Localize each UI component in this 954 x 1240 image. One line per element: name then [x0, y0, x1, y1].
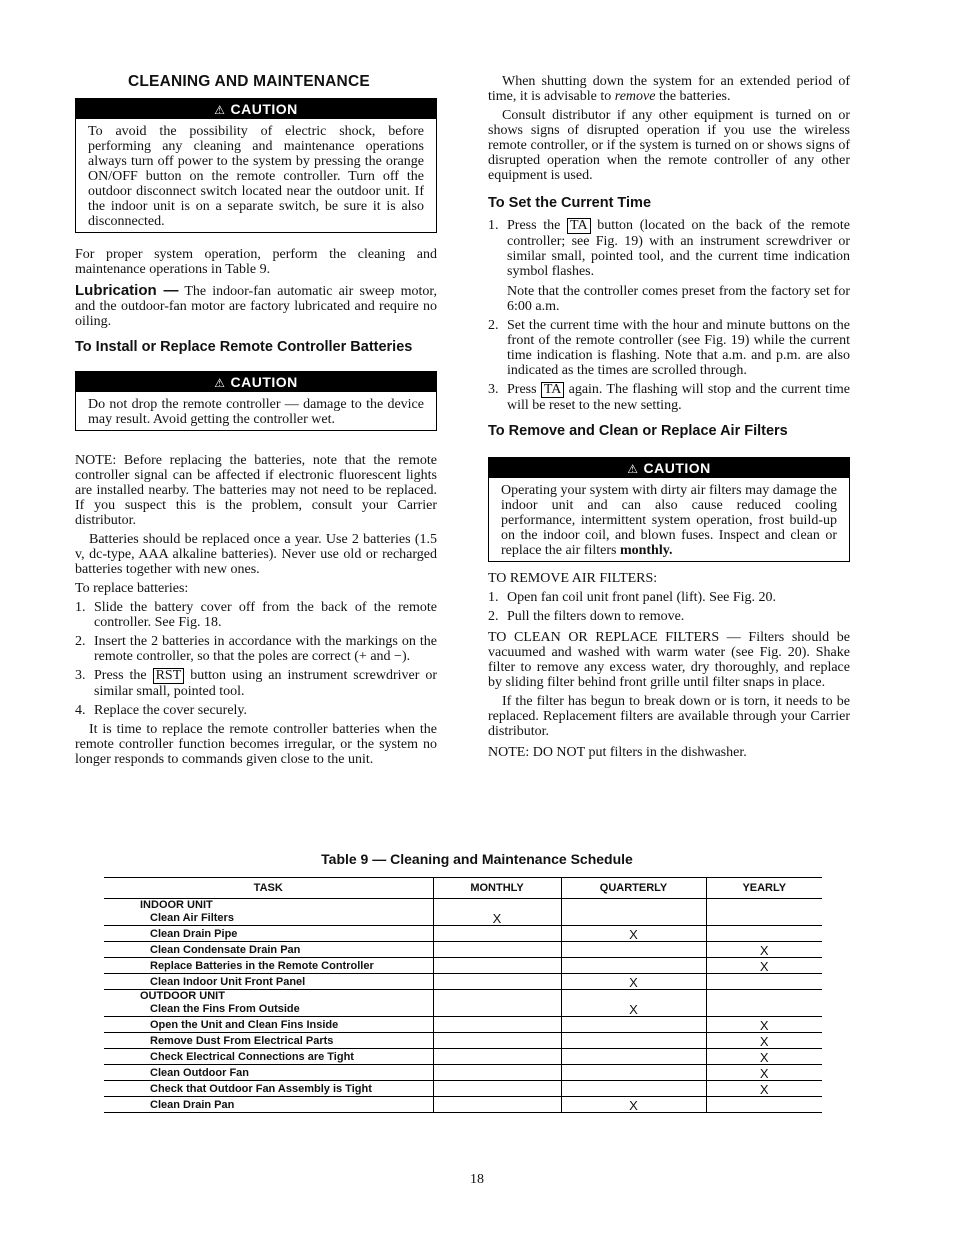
intro-paragraph: For proper system operation, perform the cleaning and maintenance operations in Table 9.: [75, 247, 437, 277]
quarterly-cell: [561, 1081, 706, 1097]
list-item: 1. Slide the battery cover off from the back of the remote controller. See Fig. 18.: [75, 600, 437, 630]
monthly-cell: [433, 974, 561, 990]
quarterly-cell: X: [561, 974, 706, 990]
caution-box-electric-shock: [75, 98, 437, 233]
table-row: [104, 974, 822, 990]
remove-filter-steps: [488, 590, 850, 624]
task-cell: [104, 1097, 433, 1113]
right-column: [488, 74, 850, 764]
table-row: [104, 1017, 822, 1033]
task-label: Clean the Fins From Outside: [150, 1003, 300, 1015]
table-header-row: [104, 878, 822, 899]
monthly-cell: [433, 1049, 561, 1065]
quarterly-cell: [561, 1017, 706, 1033]
list-item: 3. Press the RST button using an instrument screwdriver or similar small, pointed tool.: [75, 668, 437, 699]
monthly-cell: [433, 1065, 561, 1081]
yearly-cell: [706, 926, 822, 942]
section-heading: CLEANING AND MAINTENANCE: [128, 73, 370, 90]
batteries-heading: To Install or Replace Remote Controller Batteries: [75, 339, 413, 355]
yearly-cell: [706, 1097, 822, 1113]
list-item: 1. Press the TA button (located on the back of the remote controller; see Fig. 19) with an instrument screwdriver or similar small, pointed tool, and the current time indication symbol flashes. Note that the controller comes preset from the factory set for 6:00 a.m.: [488, 218, 850, 314]
quarterly-cell: [561, 958, 706, 974]
column-header-quarterly: QUARTERLY: [561, 878, 706, 899]
rst-button-label: RST: [153, 668, 185, 684]
warning-triangle-icon: ⚠: [214, 376, 226, 390]
monthly-cell: [433, 1081, 561, 1097]
lubrication-paragraph: [75, 283, 437, 329]
table-row: [104, 1065, 822, 1081]
torn-filter-paragraph: If the filter has begun to break down or is torn, it needs to be replaced. Replacement filters are available through your Carrier distributor.: [488, 694, 850, 739]
yearly-cell: [706, 974, 822, 990]
task-cell: [104, 1065, 433, 1081]
quarterly-cell: X: [561, 1097, 706, 1113]
list-item: 4. Replace the cover securely.: [75, 703, 248, 718]
task-cell: [104, 990, 433, 1017]
set-time-steps: [488, 218, 850, 413]
quarterly-cell: [561, 899, 706, 926]
table-row: [104, 1097, 822, 1113]
note-paragraph: NOTE: Before replacing the batteries, note that the remote controller signal can be affected if electronic fluorescent lights are installed nearby. The batteries may not need to be replaced. If you suspect this is the problem, consult your Carrier distributor.: [75, 453, 437, 528]
list-item: 2. Insert the 2 batteries in accordance with the markings on the remote controller, so that the poles are correct (+ and −).: [75, 634, 437, 664]
caution-bar: [489, 458, 849, 478]
to-replace-label: To replace batteries:: [75, 581, 189, 596]
task-label: Replace Batteries in the Remote Controller: [150, 960, 374, 972]
ta-button-label: TA: [541, 382, 565, 398]
yearly-cell: X: [706, 1033, 822, 1049]
caution-bar: [76, 99, 436, 119]
table-row: [104, 958, 822, 974]
quarterly-cell: [561, 1049, 706, 1065]
monthly-cell: [433, 926, 561, 942]
filters-heading: To Remove and Clean or Replace Air Filters: [488, 423, 788, 439]
yearly-cell: X: [706, 1049, 822, 1065]
yearly-cell: X: [706, 942, 822, 958]
task-cell: [104, 899, 433, 926]
task-label: Check Electrical Connections are Tight: [150, 1051, 354, 1063]
yearly-cell: X: [706, 958, 822, 974]
unit-group-label: OUTDOOR UNIT: [140, 990, 225, 1002]
table-row: [104, 899, 822, 926]
list-item: 3. Press TA again. The flashing will stop and the current time will be reset to the new setting.: [488, 382, 850, 413]
quarterly-cell: [561, 942, 706, 958]
monthly-cell: [433, 1097, 561, 1113]
unit-group-label: INDOOR UNIT: [140, 899, 213, 911]
task-label: Clean Drain Pipe: [150, 928, 238, 940]
quarterly-cell: [561, 1065, 706, 1081]
monthly-cell: [433, 990, 561, 1017]
battery-steps: [75, 600, 437, 718]
task-label: Clean Indoor Unit Front Panel: [150, 976, 306, 988]
closing-paragraph: It is time to replace the remote controller batteries when the remote controller function becomes irregular, or the system no longer responds to commands given close to the unit.: [75, 722, 437, 767]
column-header-yearly: YEARLY: [706, 878, 822, 899]
set-time-heading: To Set the Current Time: [488, 195, 652, 211]
task-label: Clean Air Filters: [150, 912, 234, 924]
task-cell: [104, 1081, 433, 1097]
task-cell: [104, 942, 433, 958]
task-cell: [104, 1033, 433, 1049]
caution-bar: [76, 372, 436, 392]
monthly-cell: [433, 958, 561, 974]
yearly-cell: X: [706, 1017, 822, 1033]
task-label: Clean Drain Pan: [150, 1099, 235, 1111]
yearly-cell: X: [706, 1081, 822, 1097]
yearly-cell: [706, 899, 822, 926]
task-cell: [104, 958, 433, 974]
task-label: Clean Condensate Drain Pan: [150, 944, 301, 956]
task-cell: [104, 974, 433, 990]
list-item: 2. Set the current time with the hour and minute buttons on the front of the remote controller (see Fig. 19) while the current time indication is flashing. Note that a.m. and p.m. are also indicated as the times are scrolled through.: [488, 318, 850, 378]
shutdown-paragraph: When shutting down the system for an extended period of time, it is advisable to remove the batteries.: [488, 74, 850, 104]
quarterly-cell: X: [561, 926, 706, 942]
clean-filters-paragraph: TO CLEAN OR REPLACE FILTERS — Filters should be vacuumed and washed with warm water (see Fig. 20). Shake filter to remove any excess water, dry thoroughly, and replace by sliding filter behind front grille until filter snaps in place.: [488, 630, 850, 690]
monthly-cell: X: [433, 899, 561, 926]
table-row: [104, 1049, 822, 1065]
caution-label: CAUTION: [643, 460, 711, 476]
factory-preset-note: Note that the controller comes preset from the factory set for 6:00 a.m.: [507, 284, 850, 314]
task-label: Remove Dust From Electrical Parts: [150, 1035, 334, 1047]
column-header-task: TASK: [104, 878, 433, 899]
task-cell: [104, 1017, 433, 1033]
list-item: 1. Open fan coil unit front panel (lift). See Fig. 20.: [488, 590, 777, 605]
batteries-paragraph: Batteries should be replaced once a year. Use 2 batteries (1.5 v, dc-type, AAA alkaline batteries). Never use old or recharged batteries together with new ones.: [75, 532, 437, 577]
lubrication-label: Lubrication —: [75, 282, 179, 299]
dishwasher-note: NOTE: DO NOT put filters in the dishwasher.: [488, 745, 747, 760]
task-label: Clean Outdoor Fan: [150, 1067, 249, 1079]
monthly-cell: [433, 942, 561, 958]
monthly-cell: [433, 1017, 561, 1033]
warning-triangle-icon: ⚠: [214, 103, 226, 117]
ta-button-label: TA: [567, 218, 591, 234]
table-row: [104, 1081, 822, 1097]
task-cell: [104, 1049, 433, 1065]
table-row: [104, 1033, 822, 1049]
maintenance-schedule-table: [104, 877, 822, 1113]
caution-box-filters: [488, 457, 850, 562]
yearly-cell: [706, 990, 822, 1017]
monthly-cell: [433, 1033, 561, 1049]
yearly-cell: X: [706, 1065, 822, 1081]
table-title: Table 9 — Cleaning and Maintenance Schedule: [321, 851, 633, 867]
caution-text: To avoid the possibility of electric shock, before performing any cleaning and maintenance operations always turn off power to the system by pressing the orange ON/OFF button on the remote controller. Turn off the outdoor disconnect switch located near the outdoor unit. If the indoor unit is on a separate switch, be sure it is also disconnected.: [88, 124, 424, 229]
warning-triangle-icon: ⚠: [627, 462, 639, 476]
caution-box-remote: [75, 371, 437, 431]
caution-label: CAUTION: [230, 374, 298, 390]
task-label: Open the Unit and Clean Fins Inside: [150, 1019, 339, 1031]
table-row: [104, 990, 822, 1017]
task-label: Check that Outdoor Fan Assembly is Tight: [150, 1083, 372, 1095]
caution-label: CAUTION: [230, 101, 298, 117]
table-row: [104, 942, 822, 958]
consult-paragraph: Consult distributor if any other equipment is turned on or shows signs of disrupted operation if you use the wireless remote controller, or if the system is turned on or shows signs of disrupted operation when the remote controller of any other equipment is used.: [488, 108, 850, 183]
quarterly-cell: X: [561, 990, 706, 1017]
page-number: 18: [470, 1172, 484, 1187]
left-column: [75, 74, 437, 771]
caution-text: Operating your system with dirty air filters may damage the indoor unit and can also cause reduced cooling performance, intermittent system operation, frost build-up on the indoor coil, and blown fuses. Inspect and clean or replace the air filters monthly.: [501, 483, 837, 558]
quarterly-cell: [561, 1033, 706, 1049]
list-item: 2. Pull the filters down to remove.: [488, 609, 685, 624]
column-header-monthly: MONTHLY: [433, 878, 561, 899]
remove-filters-label: TO REMOVE AIR FILTERS:: [488, 571, 658, 586]
table-row: [104, 926, 822, 942]
caution-text: Do not drop the remote controller — damage to the device may result. Avoid getting the controller wet.: [88, 397, 424, 427]
task-cell: [104, 926, 433, 942]
lubrication-text: The indoor-fan automatic air sweep motor, and the outdoor-fan motor are factory lubricated and require no oiling.: [75, 284, 437, 329]
